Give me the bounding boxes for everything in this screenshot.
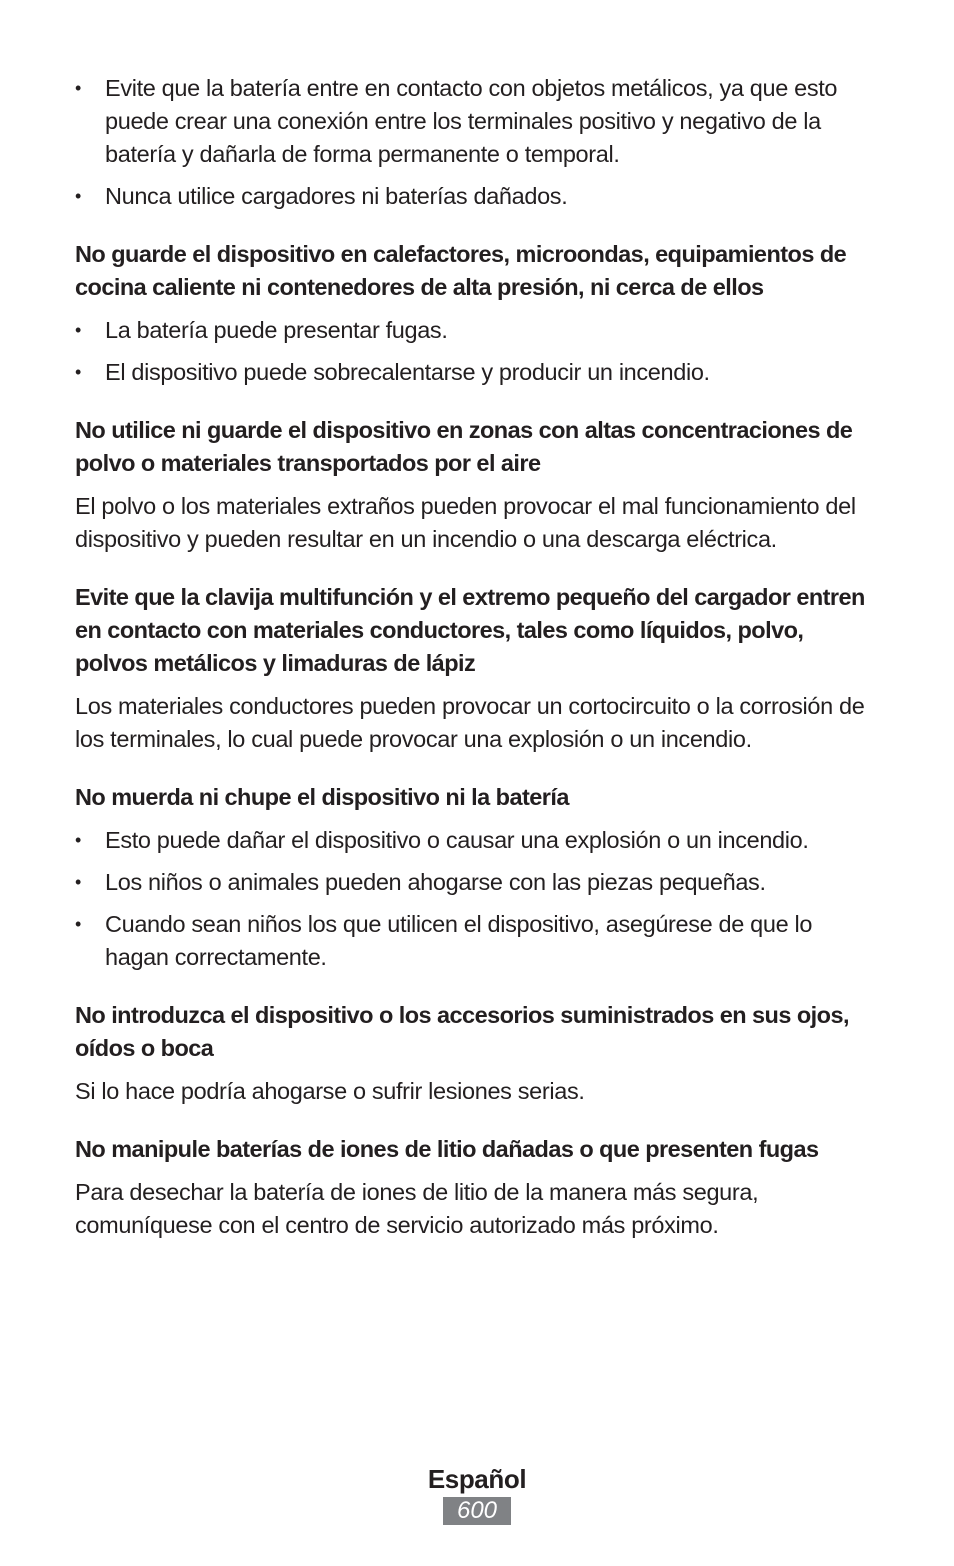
section-heading: No utilice ni guarde el dispositivo en zonas con altas concentraciones de polvo o materiales transportados por el aire [75,417,853,476]
list-item: • Los niños o animales pueden ahogarse con las piezas pequeñas. [75,866,880,899]
section-text: Los materiales conductores pueden provocar un cortocircuito o la corrosión de los terminales, lo cual puede provocar una explosión o un incendio. [75,693,865,752]
section-dust [75,414,880,556]
list-item: • El dispositivo puede sobrecalentarse y producir un incendio. [75,356,880,389]
section-conductive-materials [75,581,880,756]
page-content [75,72,880,1242]
footer-language: Español [427,1464,527,1494]
section-bullet-list [75,314,880,389]
section-bullet-list [75,824,880,974]
list-item: • Evite que la batería entre en contacto con objetos metálicos, ya que esto puede crear una conexión entre los terminales positivo y negativo de la batería y dañarla de forma permanente o temporal. [75,72,880,171]
section-text: Para desechar la batería de iones de litio de la manera más segura, comuníquese con el centro de servicio autorizado más próximo. [75,1179,759,1238]
section-heading: No introduzca el dispositivo o los accesorios suministrados en sus ojos, oídos o boca [75,1002,849,1061]
section-heat-storage [75,238,880,389]
section-eyes-ears-mouth [75,999,880,1108]
section-text: Si lo hace podría ahogarse o sufrir lesiones serias. [75,1078,585,1104]
section-damaged-batteries [75,1133,880,1242]
page-number-badge: 600 [443,1497,511,1525]
section-heading: Evite que la clavija multifunción y el extremo pequeño del cargador entren en contacto con materiales conductores, tales como líquidos, polvo, polvos metálicos y limaduras de lápiz [75,584,865,676]
section-heading: No muerda ni chupe el dispositivo ni la batería [75,784,569,810]
list-item: • Cuando sean niños los que utilicen el dispositivo, asegúrese de que lo hagan correctamente. [75,908,880,974]
list-item: • Nunca utilice cargadores ni baterías dañados. [75,180,880,213]
page-footer [0,1462,954,1525]
section-bite [75,781,880,974]
list-item: • Esto puede dañar el dispositivo o causar una explosión o un incendio. [75,824,880,857]
section-heading: No manipule baterías de iones de litio dañadas o que presenten fugas [75,1136,819,1162]
section-text: El polvo o los materiales extraños pueden provocar el mal funcionamiento del dispositivo y pueden resultar en un incendio o una descarga eléctrica. [75,493,856,552]
list-item: • La batería puede presentar fugas. [75,314,880,347]
section-heading: No guarde el dispositivo en calefactores, microondas, equipamientos de cocina caliente ni contenedores de alta presión, ni cerca de ellos [75,241,847,300]
intro-bullet-list [75,72,880,213]
